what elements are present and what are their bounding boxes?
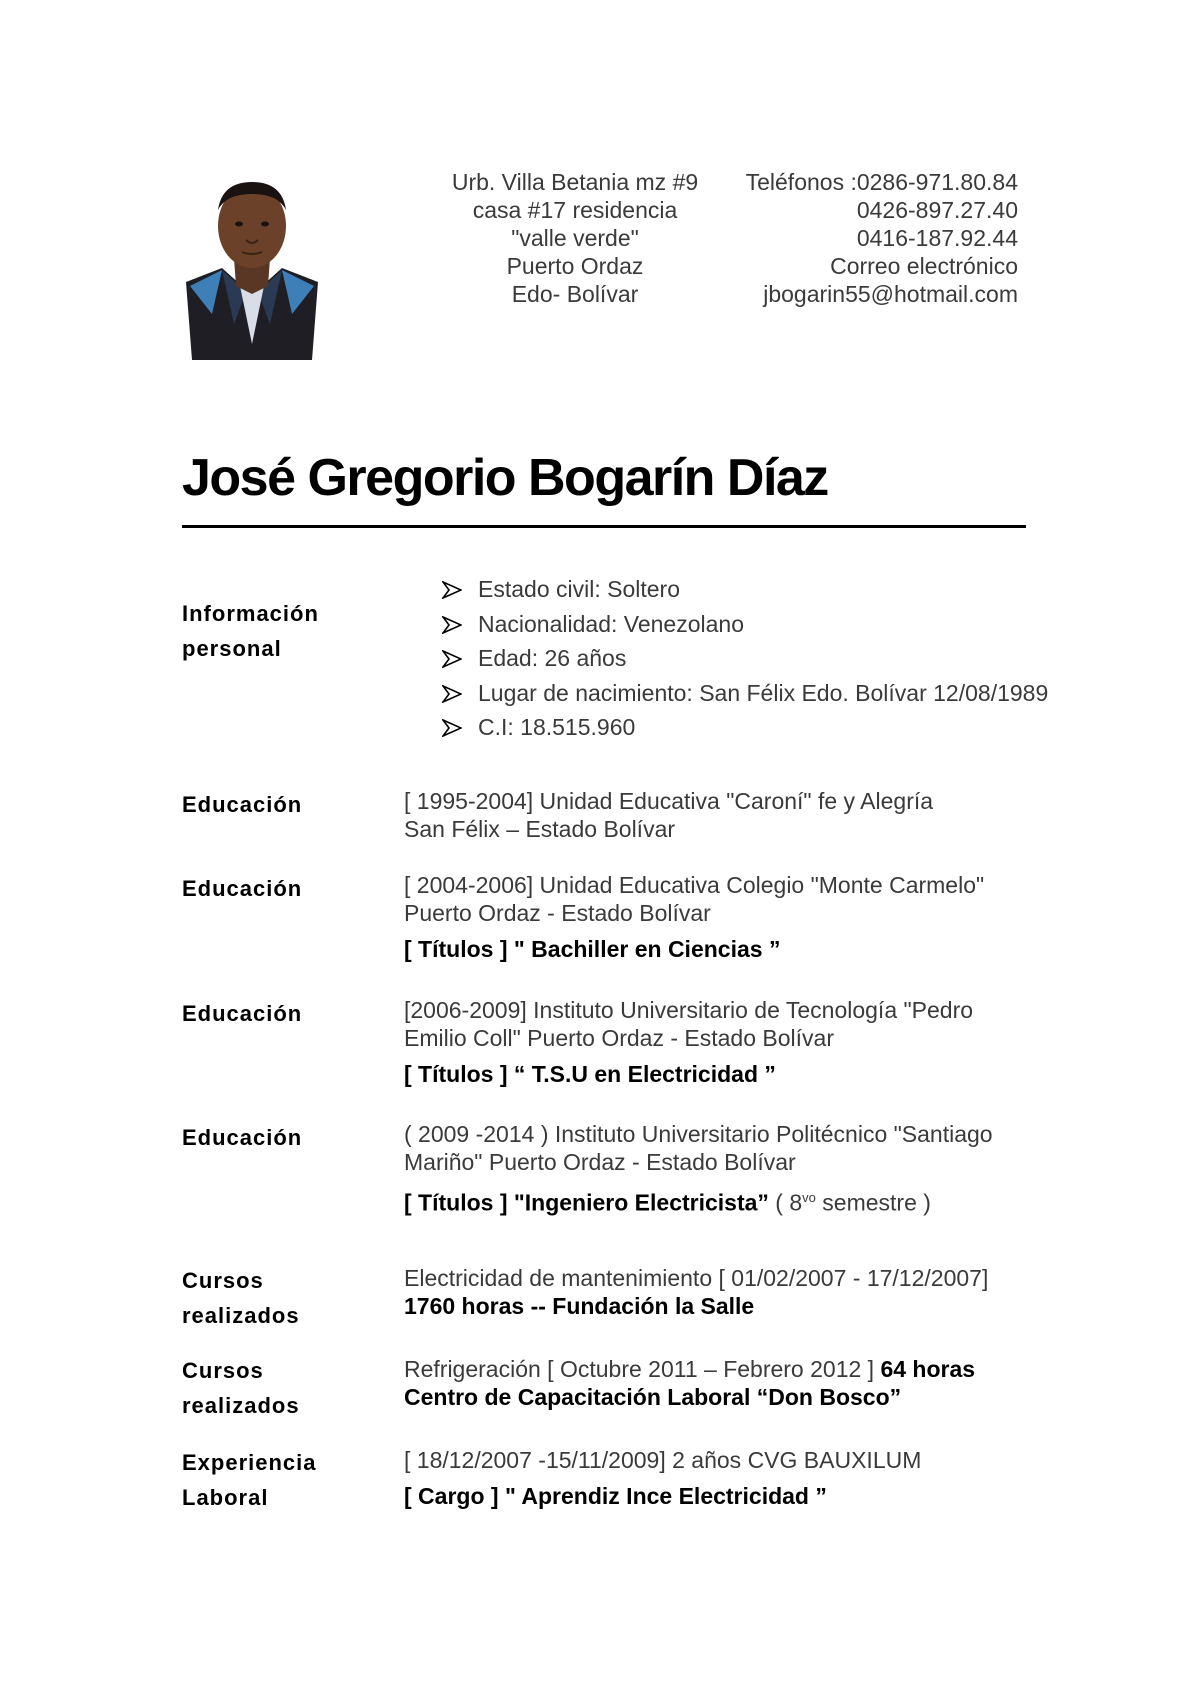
arrow-bullet-icon bbox=[442, 685, 462, 703]
education-entry bbox=[404, 996, 1064, 1088]
education-line: [ 2004-2006] Unidad Educativa Colegio "Monte Carmelo" bbox=[404, 872, 985, 898]
semester-text: semestre ) bbox=[815, 1189, 931, 1216]
list-item bbox=[442, 676, 1048, 711]
course-line bbox=[404, 1264, 1064, 1292]
course-hours: 64 horas bbox=[880, 1356, 976, 1382]
education-line: ( 2009 -2014 ) Instituto Universitario Politécnico "Santiago bbox=[404, 1121, 993, 1147]
email-label: Correo electrónico bbox=[830, 253, 1018, 279]
phone-line: Teléfonos :0286-971.80.84 bbox=[745, 169, 1018, 195]
section-label-courses bbox=[182, 1353, 300, 1423]
cargo-tag: [ Cargo ] bbox=[404, 1483, 499, 1509]
address-line: Urb. Villa Betania mz #9 bbox=[451, 169, 699, 195]
section-label-education: Educación bbox=[182, 876, 303, 901]
education-line: Puerto Ordaz - Estado Bolívar bbox=[404, 900, 711, 926]
education-line: Mariño" Puerto Ordaz - Estado Bolívar bbox=[404, 1149, 796, 1175]
experience-line: [ 18/12/2007 -15/11/2009] 2 años CVG BAUXILUM bbox=[404, 1447, 922, 1473]
personal-item-text: Edad: 26 años bbox=[478, 645, 627, 671]
education-line: San Félix – Estado Bolívar bbox=[404, 816, 676, 842]
degree-title: "Ingeniero Electricista” bbox=[507, 1189, 769, 1216]
section-label-education: Educación bbox=[182, 792, 303, 817]
full-name-title: José Gregorio Bogarín Díaz bbox=[182, 449, 828, 507]
address-line: Edo- Bolívar bbox=[511, 281, 639, 307]
section-label-line: realizados bbox=[182, 1393, 300, 1418]
course-name: Electricidad de mantenimiento [ 01/02/2007 - 17/12/2007] bbox=[404, 1265, 989, 1291]
degree-tag: [ Títulos ] bbox=[404, 936, 508, 962]
section-label-line: Cursos bbox=[182, 1268, 264, 1293]
personal-item-text: Estado civil: Soltero bbox=[478, 576, 680, 602]
arrow-bullet-icon bbox=[442, 719, 462, 737]
section-label-personal bbox=[182, 596, 319, 666]
degree-title: " Bachiller en Ciencias ” bbox=[507, 936, 781, 962]
phone-line: 0426-897.27.40 bbox=[856, 197, 1018, 223]
semester-ordinal: vo bbox=[802, 1190, 816, 1205]
personal-item-text: C.I: 18.515.960 bbox=[478, 714, 636, 740]
degree-line bbox=[404, 935, 1064, 963]
contact-block bbox=[700, 168, 1018, 308]
experience-entry bbox=[404, 1446, 1064, 1510]
section-label-line: Cursos bbox=[182, 1358, 264, 1383]
personal-info-list bbox=[442, 572, 1048, 745]
semester-text: ( 8 bbox=[768, 1189, 803, 1216]
list-item bbox=[442, 607, 1048, 642]
section-label-education: Educación bbox=[182, 1001, 303, 1026]
address-block bbox=[430, 168, 720, 308]
degree-title: “ T.S.U en Electricidad ” bbox=[507, 1061, 776, 1087]
course-institution: 1760 horas -- Fundación la Salle bbox=[404, 1293, 755, 1319]
education-line: [2006-2009] Instituto Universitario de Tecnología "Pedro bbox=[404, 997, 974, 1023]
section-label-courses bbox=[182, 1263, 300, 1333]
degree-line bbox=[404, 1060, 1064, 1088]
email-address: jbogarin55@hotmail.com bbox=[763, 281, 1018, 307]
education-line: [ 1995-2004] Unidad Educativa "Caroní" fe y Alegría bbox=[404, 788, 934, 814]
education-entry bbox=[404, 871, 1064, 963]
degree-line bbox=[404, 1184, 1064, 1217]
course-name: Refrigeración [ Octubre 2011 – Febrero 2012 ] bbox=[404, 1356, 881, 1382]
list-item bbox=[442, 641, 1048, 676]
section-label-line: Laboral bbox=[182, 1485, 269, 1510]
cargo-title: " Aprendiz Ince Electricidad ” bbox=[498, 1483, 827, 1509]
list-item bbox=[442, 572, 1048, 607]
phone-line: 0416-187.92.44 bbox=[856, 225, 1018, 251]
degree-tag: [ Títulos ] bbox=[404, 1061, 508, 1087]
course-entry bbox=[404, 1264, 1064, 1320]
education-line: Emilio Coll" Puerto Ordaz - Estado Bolívar bbox=[404, 1025, 834, 1051]
profile-photo bbox=[182, 174, 322, 360]
section-label-line: Información bbox=[182, 601, 319, 626]
arrow-bullet-icon bbox=[442, 650, 462, 668]
course-line bbox=[404, 1355, 1064, 1383]
education-entry bbox=[404, 787, 1064, 843]
address-line: "valle verde" bbox=[511, 225, 639, 251]
education-entry bbox=[404, 1120, 1064, 1217]
section-label-education: Educación bbox=[182, 1125, 303, 1150]
personal-item-text: Nacionalidad: Venezolano bbox=[478, 610, 744, 637]
section-label-experience bbox=[182, 1445, 317, 1515]
list-item bbox=[442, 710, 1048, 745]
section-label-line: Experiencia bbox=[182, 1450, 317, 1475]
personal-item-text: Lugar de nacimiento: San Félix Edo. Bolívar 12/08/1989 bbox=[478, 679, 1049, 706]
degree-tag: [ Títulos ] bbox=[404, 1189, 508, 1216]
arrow-bullet-icon bbox=[442, 616, 462, 634]
cargo-line bbox=[404, 1482, 1064, 1510]
section-label-line: realizados bbox=[182, 1303, 300, 1328]
arrow-bullet-icon bbox=[442, 581, 462, 599]
course-entry bbox=[404, 1355, 1064, 1411]
address-line: Puerto Ordaz bbox=[506, 253, 644, 279]
address-line: casa #17 residencia bbox=[472, 197, 678, 223]
course-institution: Centro de Capacitación Laboral “Don Bosco” bbox=[404, 1384, 902, 1410]
section-label-line: personal bbox=[182, 636, 282, 661]
name-underline-divider bbox=[182, 525, 1026, 528]
